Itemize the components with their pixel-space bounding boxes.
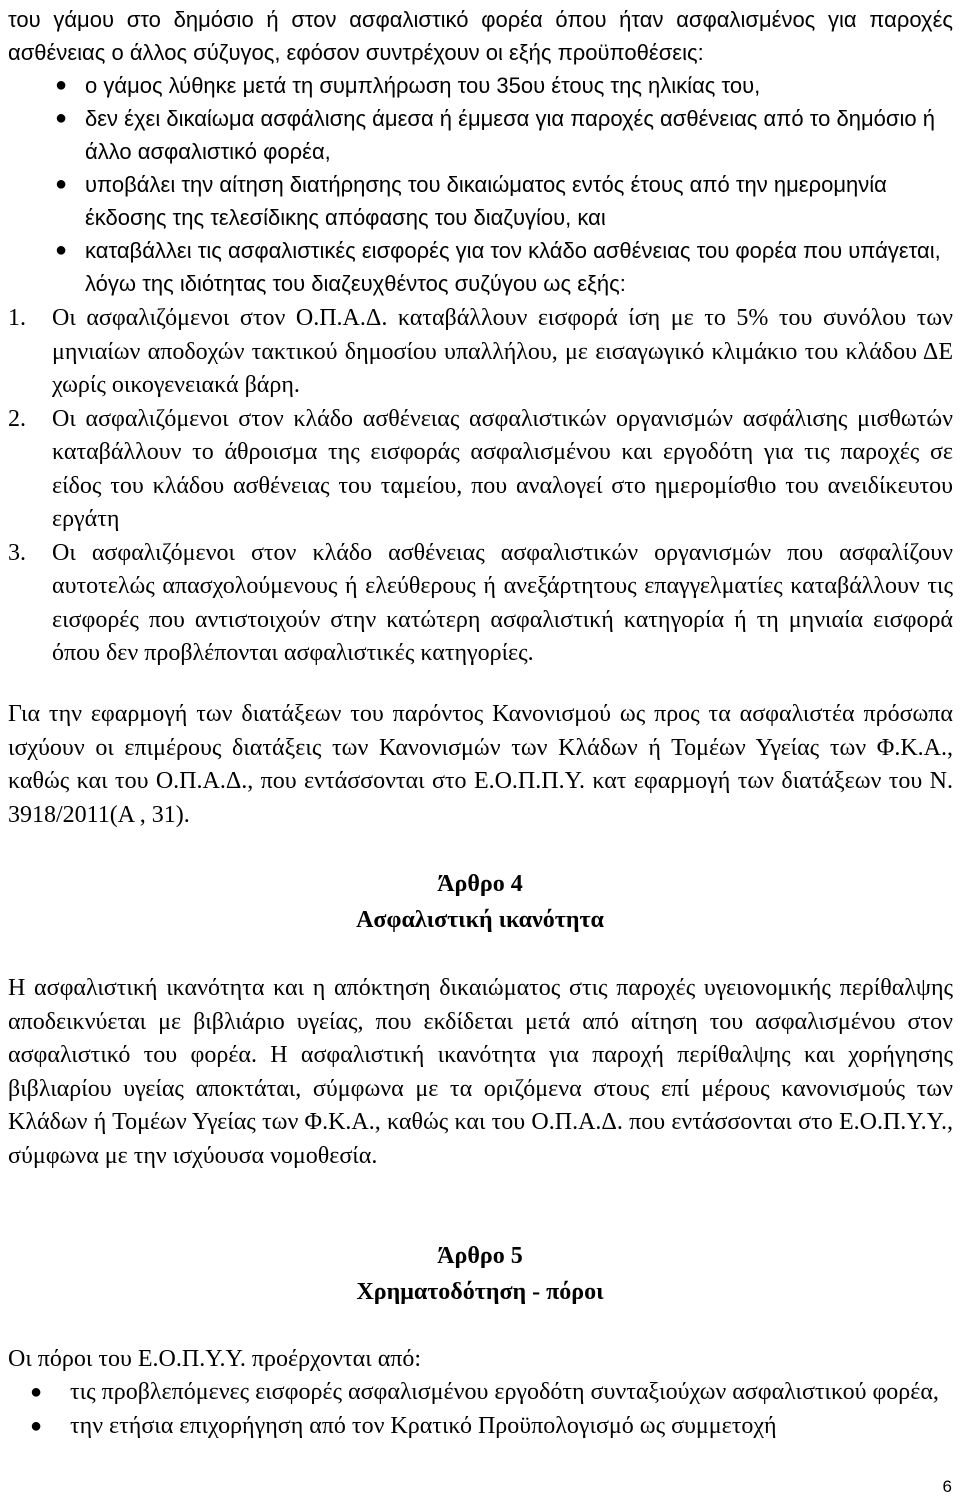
list-item: ● υποβάλει την αίτηση διατήρησης του δικαιώματος εντός έτους από την ημερομηνία έκδοσης της τελεσίδικης απόφασης του διαζυγίου, και	[8, 168, 953, 234]
contribution-rules-list	[8, 302, 953, 671]
intro-paragraph: του γάμου στο δημόσιο ή στον ασφαλιστικό φορέα όπου ήταν ασφαλισμένος για παροχές ασθένειας ο άλλος σύζυγος, εφόσον συντρέχουν οι εξής προϋποθέσεις:	[8, 7, 953, 65]
bullet-icon: ●	[55, 173, 68, 195]
bullet-icon: ●	[55, 74, 68, 96]
article-4-number: Άρθρο 4	[437, 871, 523, 897]
article-5-intro: Οι πόροι του Ε.Ο.Π.Υ.Υ. προέρχονται από:	[8, 1346, 422, 1372]
article-4-title: Ασφαλιστική ικανότητα	[356, 907, 604, 933]
article-5-title: Χρηματοδότηση - πόροι	[356, 1279, 604, 1305]
list-item: ● τις προβλεπόμενες εισφορές ασφαλισμένου εργοδότη συνταξιούχων ασφαλιστικού φορέα,	[8, 1376, 953, 1410]
list-item: ● καταβάλλει τις ασφαλιστικές εισφορές για τον κλάδο ασθένειας του φορέα που υπάγεται, λόγω της ιδιότητας του διαζευχθέντος συζύγου ως εξής:	[8, 234, 953, 300]
list-item: ● την ετήσια επιχορήγηση από τον Κρατικό Προϋπολογισμό ως συμμετοχή	[8, 1410, 953, 1444]
article-4-body: Η ασφαλιστική ικανότητα και η απόκτηση δικαιώματος στις παροχές υγειονομικής περίθαλψης αποδεικνύεται με βιβλιάριο υγείας, που εκδίδεται μετά από αίτηση του ασφαλισμένου στον ασφαλιστικό του φορέα. Η ασφαλιστική ικανότητα για παροχή περίθαλψης και χορήγησης βιβλιαρίου υγείας αποκτάται, σύμφωνα με τα οριζόμενα στους επί μέρους κανονισμούς των Κλάδων ή Τομέων Υγείας των Φ.Κ.Α., καθώς και του Ο.Π.Α.Δ. που εντάσσονται στο Ε.Ο.Π.Υ.Υ., σύμφωνα με την ισχύουσα νομοθεσία.	[8, 975, 953, 1169]
list-item: 1. Οι ασφαλιζόμενοι στον Ο.Π.Α.Δ. καταβάλλουν εισφορά ίση με το 5% του συνόλου των μηνιαίων αποδοχών τακτικού δημοσίου υπαλλήλου, με εισαγωγικό κλιμάκιο του κλάδου ΔΕ χωρίς οικογενειακά βάρη.	[8, 305, 953, 398]
page-number: 6	[942, 1477, 952, 1496]
conditions-list	[8, 69, 953, 300]
list-item: 2. Οι ασφαλιζόμενοι στον κλάδο ασθένειας ασφαλιστικών οργανισμών ασφάλισης μισθωτών καταβάλλουν το άθροισμα της εισφοράς ασφαλισμένου και εργοδότη για τις παροχές σε είδος του κλάδου ασθένειας του ταμείου, που αναλογεί στο ημερομίσθιο του ανειδίκευτου εργάτη	[8, 405, 953, 532]
list-item: 3. Οι ασφαλιζόμενοι στον κλάδο ασθένειας ασφαλιστικών οργανισμών που ασφαλίζουν αυτοτελώς απασχολούμενους ή ελεύθερους ή ανεξάρτητους επαγγελματίες καταβάλλουν τις εισφορές που αντιστοιχούν στην κατώτερη ασφαλιστική κατηγορία ή τη μηνιαία εισφορά όπου δεν προβλέπονται ασφαλιστικές κατηγορίες.	[8, 539, 953, 666]
list-item: ● ο γάμος λύθηκε μετά τη συμπλήρωση του 35ου έτους της ηλικίας του,	[8, 69, 953, 102]
list-item: ● δεν έχει δικαίωμα ασφάλισης άμεσα ή έμμεσα για παροχές ασθένειας από το δημόσιο ή άλλο ασφαλιστικό φορέα,	[8, 102, 953, 168]
resources-list	[8, 1376, 953, 1443]
bullet-icon: ●	[30, 1381, 43, 1403]
bullet-icon: ●	[55, 107, 68, 129]
bullet-icon: ●	[30, 1414, 43, 1437]
bullet-icon: ●	[55, 239, 68, 261]
article-5-number: Άρθρο 5	[437, 1243, 523, 1269]
application-paragraph: Για την εφαρμογή των διατάξεων του παρόντος Κανονισμού ως προς τα ασφαλιστέα πρόσωπα ισχύουν οι επιμέρους διατάξεις των Κανονισμών των Κλάδων ή Τομέων Υγείας των Φ.Κ.Α., καθώς και του Ο.Π.Α.Δ., που εντάσσονται στο Ε.Ο.Π.Π.Υ. κατ εφαρμογή των διατάξεων του Ν. 3918/2011(Α , 31).	[8, 701, 953, 828]
